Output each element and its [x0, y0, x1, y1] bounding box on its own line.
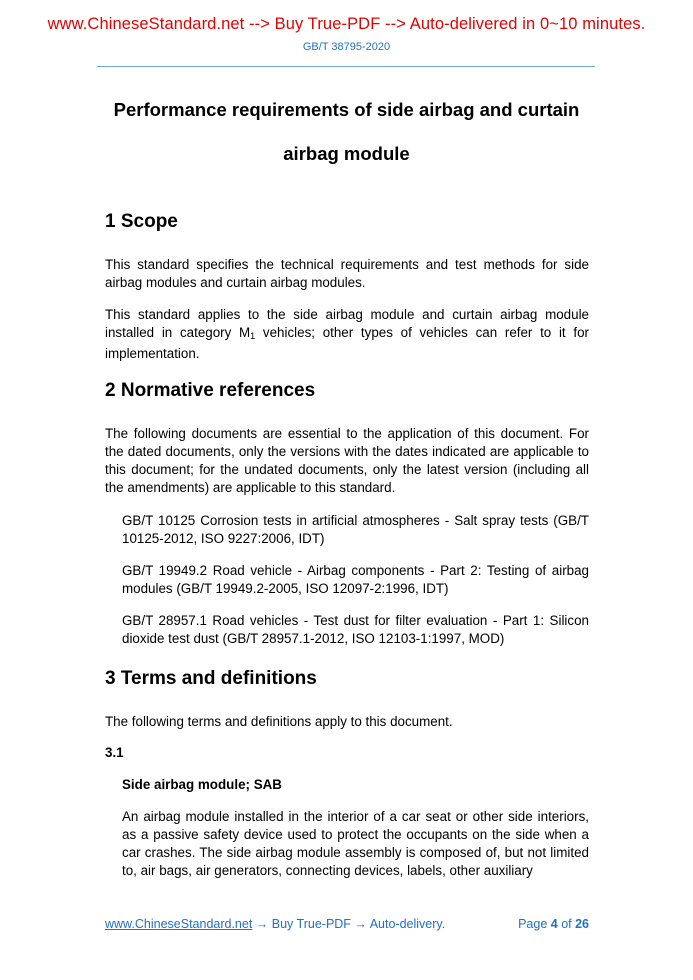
normative-intro: The following documents are essential to the application of this document. For the dated documents, only the versions with the dates indicated are applicable to this document; for the undated documents, only the latest version (including all the amendments) are applicable to this standard. [105, 426, 589, 495]
page-current: 4 [550, 917, 558, 931]
promo-banner[interactable]: www.ChineseStandard.net --> Buy True-PDF --> Auto-delivered in 0~10 minutes. [47, 15, 646, 33]
section-heading-terms: 3 Terms and definitions [105, 668, 317, 689]
reference-item: GB/T 19949.2 Road vehicle - Airbag components - Part 2: Testing of airbag modules (GB/T 19949.2-2005, ISO 12097-2:1996, IDT) [122, 563, 589, 596]
title-line-1: Performance requirements of side airbag and curtain [113, 99, 580, 120]
page-of: of [557, 917, 576, 931]
standard-code: GB/T 38795-2020 [302, 41, 391, 53]
scope-paragraph-1: This standard specifies the technical requirements and test methods for side airbag modules and curtain airbag modules. [105, 257, 589, 290]
title-line-2: airbag module [283, 143, 410, 164]
scope-p2-text-end: vehicles; other types of vehicles can refer to it for implementation. [105, 325, 589, 361]
scope-p2-subscript: 1 [250, 331, 256, 341]
page-total: 26 [575, 917, 589, 931]
term-number: 3.1 [105, 745, 124, 760]
page-number [518, 917, 589, 931]
page-footer [105, 917, 589, 931]
terms-intro: The following terms and definitions apply to this document. [105, 714, 453, 729]
term-definition: An airbag module installed in the interior of a car seat or other side interiors, as a passive safety device used to protect the occupants on the side when a car crashes. The side airbag module assembly is composed of, but not limited to, air bags, air generators, connecting devices, labels, other auxiliary [122, 809, 589, 878]
reference-item: GB/T 28957.1 Road vehicles - Test dust for filter evaluation - Part 1: Silicon dioxide test dust (GB/T 28957.1-2012, ISO 12103-1:1997, MOD) [122, 613, 589, 646]
scope-p2-text: This standard applies to the side airbag module and curtain airbag module installed in category M [105, 307, 589, 340]
reference-item: GB/T 10125 Corrosion tests in artificial atmospheres - Salt spray tests (GB/T 10125-2012, ISO 9227:2006, IDT) [122, 513, 589, 546]
footer-link[interactable]: www.ChineseStandard.net [105, 917, 253, 931]
term-name: Side airbag module; SAB [122, 777, 282, 792]
header-divider [97, 66, 595, 67]
section-heading-normative: 2 Normative references [105, 380, 316, 401]
page-label: Page [518, 917, 551, 931]
scope-paragraph-2 [105, 306, 589, 363]
section-heading-scope: 1 Scope [105, 211, 178, 232]
footer-text: → Buy True-PDF → Auto-delivery. [252, 917, 446, 931]
document-title [60, 88, 633, 176]
